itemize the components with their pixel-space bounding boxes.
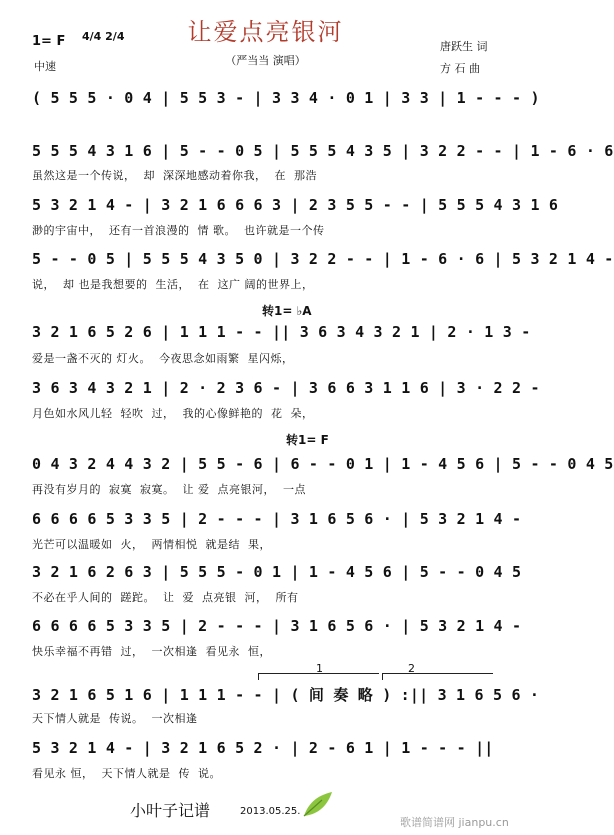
score-line-7-lyrics: 再没有岁月的 寂寞 寂寞。 让 爱 点亮银河， 一点 (32, 483, 306, 496)
score-line-8-notes: 6 6 6 6 5 3 3 5 | 2 - - - | 3 1 6 5 6 · | 5 3 2 1 4 - (32, 510, 522, 528)
score-line-5-notes: 3 2 1 6 5 2 6 | 1 1 1 - - || 3 6 3 4 3 2 1 | 2 · 1 3 - (32, 323, 531, 341)
score-line-6-notes: 3 6 3 4 3 2 1 | 2 · 2 3 6 - | 3 6 6 3 1 1 6 | 3 · 2 2 - (32, 379, 540, 397)
score-line-11-notes: 3 2 1 6 5 1 6 | 1 1 1 - - | ( 间 奏 略 ) :|| 3 1 6 5 6 · (32, 686, 540, 704)
key-signature: 1= F (32, 34, 66, 49)
notation-date: 2013.05.25. (240, 806, 301, 817)
score-line-9-lyrics: 不必在乎人间的 蹉跎。 让 爱 点亮银 河， 所有 (32, 591, 299, 604)
song-title: 让爱点亮银河 (187, 18, 344, 46)
modulation-to-f: 转1= F (286, 433, 329, 447)
volta-2-number: 2 (408, 662, 415, 675)
score-line-10-notes: 6 6 6 6 5 3 3 5 | 2 - - - | 3 1 6 5 6 · | 5 3 2 1 4 - (32, 617, 522, 635)
composer-credit: 方 石 曲 (440, 62, 480, 75)
score-line-6-lyrics: 月色如水风儿轻 轻吹 过， 我的心像鲜艳的 花 朵， (32, 407, 314, 420)
score-line-11-lyrics: 天下情人就是 传说。 一次相逢 (32, 712, 198, 725)
modulation-to-a-flat: 转1= ♭A (262, 304, 312, 318)
score-line-3-lyrics: 渺的宇宙中， 还有一首浪漫的 情 歌。 也许就是一个传 (32, 224, 325, 237)
score-line-7-notes: 0 4 3 2 4 4 3 2 | 5 5 - 6 | 6 - - 0 1 | 1 - 4 5 6 | 5 - - 0 4 5 (32, 455, 614, 473)
notation-credit: 小叶子记谱 (130, 801, 211, 820)
volta-1-number: 1 (316, 662, 323, 675)
score-line-8-lyrics: 光芒可以温暖如 火， 两情相悦 就是结 果， (32, 538, 271, 551)
singer-credit: （严当当 演唱） (225, 54, 306, 67)
score-line-2-notes: 5 5 5 4 3 1 6 | 5 - - 0 5 | 5 5 5 4 3 5 | 3 2 2 - - | 1 - 6 · 6 (32, 142, 614, 160)
lyricist-credit: 唐跃生 词 (440, 40, 488, 53)
score-line-5-lyrics: 爱是一盏不灭的 灯火。 今夜思念如雨繁 星闪烁， (32, 352, 294, 365)
score-line-10-lyrics: 快乐幸福不再错 过， 一次相逢 看见永 恒， (32, 645, 271, 658)
score-line-4-lyrics: 说， 却 也是我想要的 生活， 在 这广 阔的世界上， (32, 278, 314, 291)
tempo-marking: 中速 (34, 60, 56, 73)
score-line-2-lyrics: 虽然这是一个传说， 却 深深地感动着你我， 在 那浩 (32, 169, 317, 182)
time-signature: 4/4 2/4 (82, 30, 125, 43)
score-line-4-notes: 5 - - 0 5 | 5 5 5 4 3 5 0 | 3 2 2 - - | 1 - 6 · 6 | 5 3 2 1 4 - (32, 250, 614, 268)
volta-bracket-2 (382, 673, 493, 680)
watermark: 歌谱简谱网 jianpu.cn (400, 816, 509, 829)
score-line-12-notes: 5 3 2 1 4 - | 3 2 1 6 5 2 · | 2 - 6 1 | 1 - - - || (32, 739, 494, 757)
score-line-9-notes: 3 2 1 6 2 6 3 | 5 5 5 - 0 1 | 1 - 4 5 6 | 5 - - 0 4 5 (32, 563, 522, 581)
score-line-1-notes: ( 5 5 5 · 0 4 | 5 5 3 - | 3 3 4 · 0 1 | 3 3 | 1 - - - ) (32, 89, 540, 107)
score-line-12-lyrics: 看见永 恒， 天下情人就是 传 说。 (32, 767, 221, 780)
score-line-3-notes: 5 3 2 1 4 - | 3 2 1 6 6 6 3 | 2 3 5 5 - - | 5 5 5 4 3 1 6 (32, 196, 559, 214)
leaf-icon (300, 790, 334, 820)
